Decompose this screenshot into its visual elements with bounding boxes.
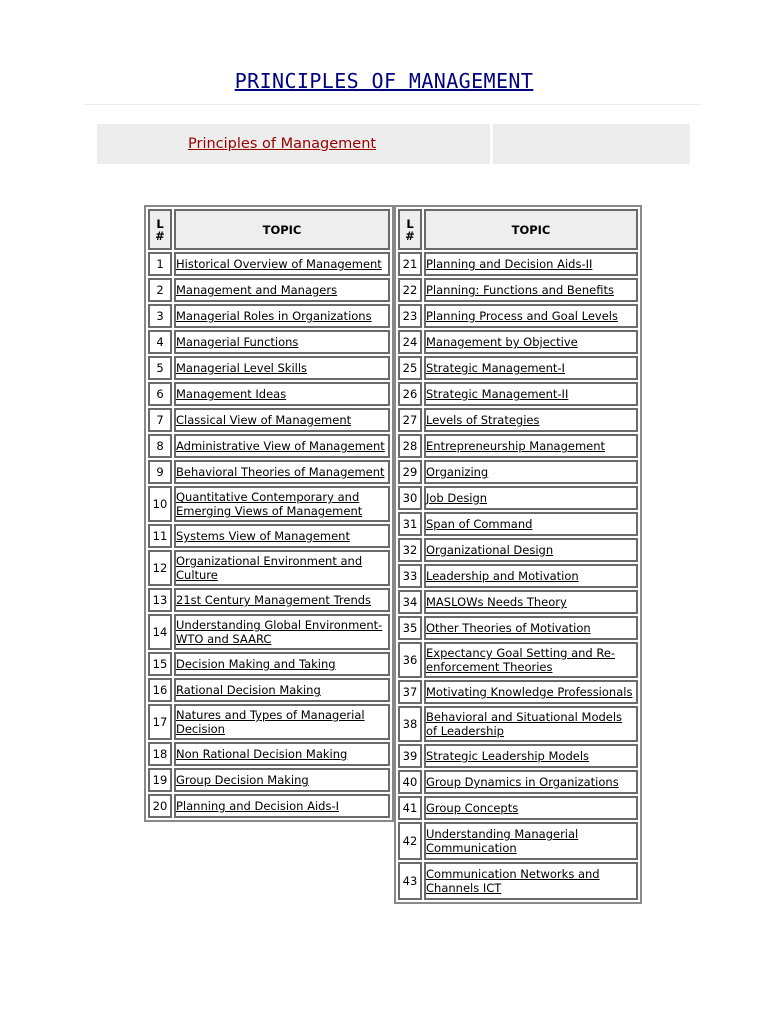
table-row <box>148 304 390 328</box>
lecture-number: 12 <box>148 550 172 586</box>
topic-link[interactable]: Planning and Decision Aids-I <box>176 799 339 813</box>
lecture-number: 27 <box>398 408 422 432</box>
table-header-row <box>148 209 390 250</box>
topic-link[interactable]: Job Design <box>426 491 488 505</box>
lecture-number: 19 <box>148 768 172 792</box>
topic-link[interactable]: Behavioral and Situational Models of Leadership <box>426 710 623 738</box>
table-row <box>148 486 390 522</box>
lecture-number: 34 <box>398 590 422 614</box>
lecture-number: 30 <box>398 486 422 510</box>
topic-cell <box>174 278 390 302</box>
table-row <box>148 330 390 354</box>
table-row <box>398 304 638 328</box>
topic-link[interactable]: Managerial Level Skills <box>176 361 308 375</box>
topic-link[interactable]: Systems View of Management <box>176 529 350 543</box>
topic-link[interactable]: Natures and Types of Managerial Decision <box>176 708 365 736</box>
table-row <box>398 330 638 354</box>
topic-cell <box>174 460 390 484</box>
lecture-number: 40 <box>398 770 422 794</box>
lecture-table-left <box>144 205 394 822</box>
lecture-number: 39 <box>398 744 422 768</box>
topic-link[interactable]: Managerial Roles in Organizations <box>176 309 372 323</box>
topic-cell <box>174 330 390 354</box>
topic-cell <box>424 862 638 900</box>
table-row <box>398 744 638 768</box>
topic-cell <box>174 652 390 676</box>
topic-link[interactable]: Historical Overview of Management <box>176 257 382 271</box>
lecture-number: 5 <box>148 356 172 380</box>
table-row <box>398 822 638 860</box>
topic-link[interactable]: Span of Command <box>426 517 533 531</box>
topic-link[interactable]: Leadership and Motivation <box>426 569 579 583</box>
topic-link[interactable]: Behavioral Theories of Management <box>176 465 385 479</box>
table-row <box>398 616 638 640</box>
table-row <box>148 524 390 548</box>
topic-cell <box>174 550 390 586</box>
topic-link[interactable]: Management and Managers <box>176 283 338 297</box>
lecture-number: 13 <box>148 588 172 612</box>
lecture-number: 8 <box>148 434 172 458</box>
topic-cell <box>424 744 638 768</box>
lecture-number: 24 <box>398 330 422 354</box>
table-row <box>148 742 390 766</box>
lecture-number: 22 <box>398 278 422 302</box>
topic-link[interactable]: Rational Decision Making <box>176 683 321 697</box>
topic-cell <box>424 356 638 380</box>
table-row <box>148 550 390 586</box>
lecture-number: 25 <box>398 356 422 380</box>
topic-cell <box>174 382 390 406</box>
lecture-number: 31 <box>398 512 422 536</box>
topic-cell <box>174 356 390 380</box>
topic-cell <box>424 252 638 276</box>
banner-divider <box>490 124 493 164</box>
banner-bar <box>97 124 690 164</box>
table-row <box>148 704 390 740</box>
topic-link[interactable]: Strategic Management-I <box>426 361 565 375</box>
banner-link[interactable]: Principles of Management <box>188 136 377 152</box>
lecture-number: 4 <box>148 330 172 354</box>
table-row <box>398 538 638 562</box>
topic-cell <box>174 742 390 766</box>
topic-link[interactable]: Levels of Strategies <box>426 413 540 427</box>
topic-link[interactable]: Group Dynamics in Organizations <box>426 775 619 789</box>
topic-cell <box>174 768 390 792</box>
topic-cell <box>174 678 390 702</box>
lecture-number: 18 <box>148 742 172 766</box>
topic-link[interactable]: Planning Process and Goal Levels <box>426 309 618 323</box>
topic-cell <box>424 330 638 354</box>
lecture-table-right <box>394 205 642 904</box>
lecture-number-header: L # <box>398 209 422 250</box>
topic-header: TOPIC <box>424 209 638 250</box>
topic-link[interactable]: Strategic Leadership Models <box>426 749 590 763</box>
table-row <box>148 434 390 458</box>
table-row <box>148 614 390 650</box>
lecture-number: 32 <box>398 538 422 562</box>
lecture-number: 33 <box>398 564 422 588</box>
lecture-number: 6 <box>148 382 172 406</box>
table-row <box>398 278 638 302</box>
table-row <box>398 460 638 484</box>
topic-cell <box>174 486 390 522</box>
table-row <box>148 588 390 612</box>
topic-cell <box>424 460 638 484</box>
table-row <box>398 862 638 900</box>
lecture-number: 26 <box>398 382 422 406</box>
topic-cell <box>424 278 638 302</box>
lecture-number: 15 <box>148 652 172 676</box>
table-row <box>148 278 390 302</box>
lecture-number: 14 <box>148 614 172 650</box>
table-row <box>398 642 638 678</box>
table-row <box>398 680 638 704</box>
lecture-number: 11 <box>148 524 172 548</box>
table-row <box>148 768 390 792</box>
lecture-number: 41 <box>398 796 422 820</box>
table-row <box>148 382 390 406</box>
lecture-number-header: L # <box>148 209 172 250</box>
topic-link[interactable]: Classical View of Management <box>176 413 352 427</box>
lecture-number: 17 <box>148 704 172 740</box>
lecture-number: 43 <box>398 862 422 900</box>
table-row <box>398 252 638 276</box>
topic-link[interactable]: Management by Objective <box>426 335 578 349</box>
lecture-number: 28 <box>398 434 422 458</box>
topic-header: TOPIC <box>174 209 390 250</box>
topic-link[interactable]: Entrepreneurship Management <box>426 439 606 453</box>
topic-link[interactable]: Understanding Managerial Communication <box>426 827 579 855</box>
lecture-number: 42 <box>398 822 422 860</box>
topic-cell <box>424 680 638 704</box>
topic-cell <box>174 408 390 432</box>
topic-link[interactable]: Quantitative Contemporary and Emerging Views of Management <box>176 490 363 518</box>
topic-cell <box>174 588 390 612</box>
lecture-number: 35 <box>398 616 422 640</box>
topic-link[interactable]: Motivating Knowledge Professionals <box>426 685 633 699</box>
topic-cell <box>174 304 390 328</box>
lecture-number: 3 <box>148 304 172 328</box>
topic-cell <box>424 538 638 562</box>
table-row <box>148 652 390 676</box>
table-row <box>148 678 390 702</box>
lecture-number: 2 <box>148 278 172 302</box>
topic-cell <box>424 564 638 588</box>
lecture-number: 10 <box>148 486 172 522</box>
topic-link[interactable]: 21st Century Management Trends <box>176 593 372 607</box>
lecture-number: 21 <box>398 252 422 276</box>
table-row <box>148 460 390 484</box>
topic-cell <box>424 642 638 678</box>
topic-link[interactable]: Non Rational Decision Making <box>176 747 348 761</box>
title-divider <box>84 104 702 105</box>
topic-cell <box>424 486 638 510</box>
lecture-number: 37 <box>398 680 422 704</box>
table-row <box>398 706 638 742</box>
lecture-number: 38 <box>398 706 422 742</box>
topic-cell <box>424 706 638 742</box>
topic-link[interactable]: MASLOWs Needs Theory <box>426 595 567 609</box>
topic-cell <box>174 252 390 276</box>
page-title: PRINCIPLES OF MANAGEMENT <box>234 69 534 93</box>
lecture-number: 20 <box>148 794 172 818</box>
table-row <box>398 512 638 536</box>
topic-link[interactable]: Organizing <box>426 465 489 479</box>
topic-cell <box>424 434 638 458</box>
table-row <box>398 564 638 588</box>
table-row <box>398 796 638 820</box>
table-row <box>398 770 638 794</box>
topic-cell <box>424 770 638 794</box>
topic-cell <box>174 704 390 740</box>
lecture-number: 36 <box>398 642 422 678</box>
topic-link[interactable]: Decision Making and Taking <box>176 657 336 671</box>
table-header-row <box>398 209 638 250</box>
topic-cell <box>424 382 638 406</box>
topic-link[interactable]: Group Concepts <box>426 801 519 815</box>
topic-cell <box>424 512 638 536</box>
topic-link[interactable]: Planning and Decision Aids-II <box>426 257 593 271</box>
table-row <box>398 486 638 510</box>
lecture-number: 1 <box>148 252 172 276</box>
topic-cell <box>174 794 390 818</box>
topic-cell <box>424 796 638 820</box>
topic-link[interactable]: Management Ideas <box>176 387 287 401</box>
topic-link[interactable]: Planning: Functions and Benefits <box>426 283 614 297</box>
table-row <box>148 408 390 432</box>
topic-cell <box>424 616 638 640</box>
topic-link[interactable]: Understanding Global Environment-WTO and SAARC <box>176 618 383 646</box>
lecture-number: 23 <box>398 304 422 328</box>
lecture-number: 29 <box>398 460 422 484</box>
lecture-number: 9 <box>148 460 172 484</box>
topic-cell <box>174 524 390 548</box>
topic-cell <box>424 408 638 432</box>
table-row <box>398 408 638 432</box>
table-row <box>398 382 638 406</box>
topic-link[interactable]: Strategic Management-II <box>426 387 569 401</box>
lecture-number: 16 <box>148 678 172 702</box>
table-row <box>148 356 390 380</box>
topic-link[interactable]: Expectancy Goal Setting and Re-enforcement Theories <box>426 646 616 674</box>
topic-link[interactable]: Other Theories of Motivation <box>426 621 591 635</box>
table-row <box>398 434 638 458</box>
topic-link[interactable]: Group Decision Making <box>176 773 309 787</box>
table-row <box>398 590 638 614</box>
table-row <box>148 252 390 276</box>
table-row <box>148 794 390 818</box>
topic-link[interactable]: Organizational Environment and Culture <box>176 554 363 582</box>
topic-cell <box>424 304 638 328</box>
topic-link[interactable]: Communication Networks and Channels ICT <box>426 867 600 895</box>
topic-cell <box>424 822 638 860</box>
topic-cell <box>174 614 390 650</box>
topic-cell <box>174 434 390 458</box>
topic-link[interactable]: Managerial Functions <box>176 335 299 349</box>
topic-link[interactable]: Organizational Design <box>426 543 554 557</box>
topic-cell <box>424 590 638 614</box>
table-row <box>398 356 638 380</box>
lecture-number: 7 <box>148 408 172 432</box>
topic-link[interactable]: Administrative View of Management <box>176 439 385 453</box>
